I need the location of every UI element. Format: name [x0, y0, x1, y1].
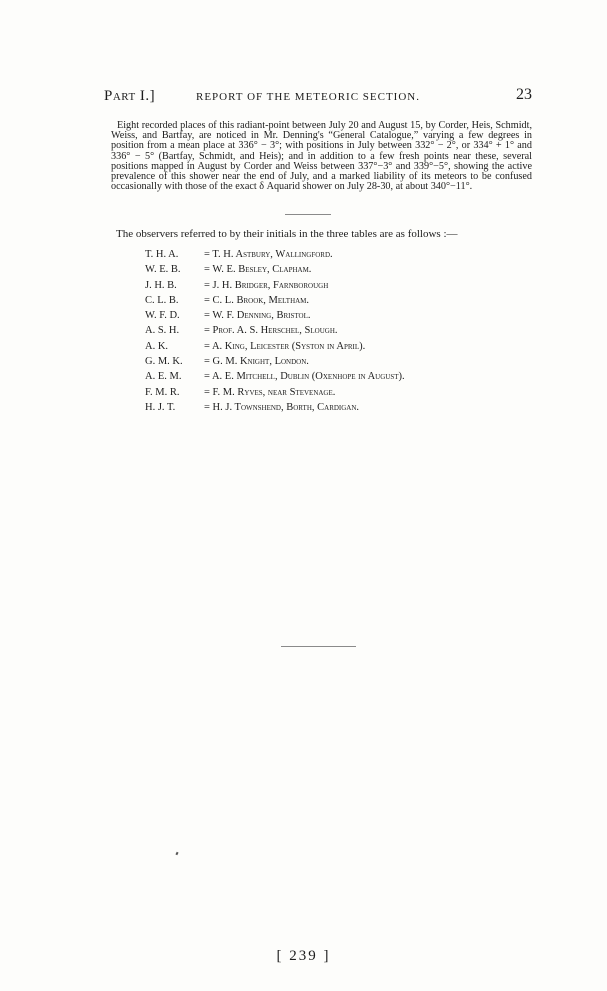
observer-initials: C. L. B.: [145, 294, 179, 306]
observer-row: [145, 354, 405, 369]
observer-row: [145, 262, 405, 277]
observer-row: [145, 369, 405, 384]
observer-name: = F. M. Ryves, near Stevenage.: [204, 386, 336, 398]
observer-row: [145, 400, 405, 415]
running-header: [104, 84, 532, 106]
observer-initials: A. K.: [145, 340, 169, 352]
section-divider: [285, 214, 331, 215]
observer-list: [145, 247, 405, 415]
body-paragraph: Eight recorded places of this radiant-point between July 20 and August 15, by Corder, Heis, Schmidt, Weiss, and Bartfay, are noticed in Mr. Denning's “General Catalogue,” varying a few degrees in position from a mean place at 336° − 3°; with positions in July between 332° − 2°, or 334° + 1° and 336° − 5° (Bartfay, Schmidt, and Heis); and in addition to a few fresh points near these, several positions mapped in August by Corder and Weiss between 337°−3° and 339°−5°, showing the active prevalence of this shower near the end of July, and a marked liability of its meteors to be confused occasionally with those of the exact δ Aquarid shower on July 28-30, at about 340°−11°.: [111, 120, 532, 193]
observer-initials: J. H. B.: [145, 279, 177, 291]
observer-name: = A. King, Leicester (Syston in April).: [204, 340, 366, 352]
observer-name: = T. H. Astbury, Wallingford.: [204, 249, 333, 260]
observer-name: = J. H. Bridger, Farnborough: [204, 279, 329, 291]
observer-initials: T. H. A.: [145, 249, 179, 260]
observer-name: = A. E. Mitchell, Dublin (Oxenhope in August).: [204, 371, 405, 383]
observer-name: = Prof. A. S. Herschel, Slough.: [204, 325, 338, 337]
observer-row: [145, 293, 405, 308]
observer-initials: A. S. H.: [145, 325, 180, 337]
observer-initials: W. E. B.: [145, 264, 181, 276]
page-number: 23: [516, 86, 532, 103]
section-title: REPORT OF THE METEORIC SECTION.: [196, 91, 420, 103]
observer-row: [145, 339, 405, 354]
observer-initials: A. E. M.: [145, 371, 182, 383]
observer-name: = H. J. Townshend, Borth, Cardigan.: [204, 401, 360, 413]
observer-row: [145, 308, 405, 323]
observer-name: = W. F. Denning, Bristol.: [204, 310, 311, 322]
observer-name: = C. L. Brook, Meltham.: [204, 294, 310, 306]
observer-name: = G. M. Knight, London.: [204, 356, 309, 368]
observer-initials: W. F. D.: [145, 310, 180, 322]
observer-row: [145, 323, 405, 338]
part-label: Part I.]: [104, 88, 156, 104]
observer-row: [145, 385, 405, 400]
end-divider: [281, 646, 356, 647]
observer-row: [145, 247, 405, 262]
observer-initials: H. J. T.: [145, 401, 176, 413]
observer-initials: F. M. R.: [145, 386, 180, 398]
observer-initials: G. M. K.: [145, 356, 183, 368]
observers-intro: The observers referred to by their initials in the three tables are as follows :—: [116, 228, 458, 240]
observer-name: = W. E. Besley, Clapham.: [204, 264, 312, 276]
observer-row: [145, 278, 405, 293]
ink-speck: [175, 852, 178, 856]
folio-number: [ 239 ]: [276, 948, 331, 964]
